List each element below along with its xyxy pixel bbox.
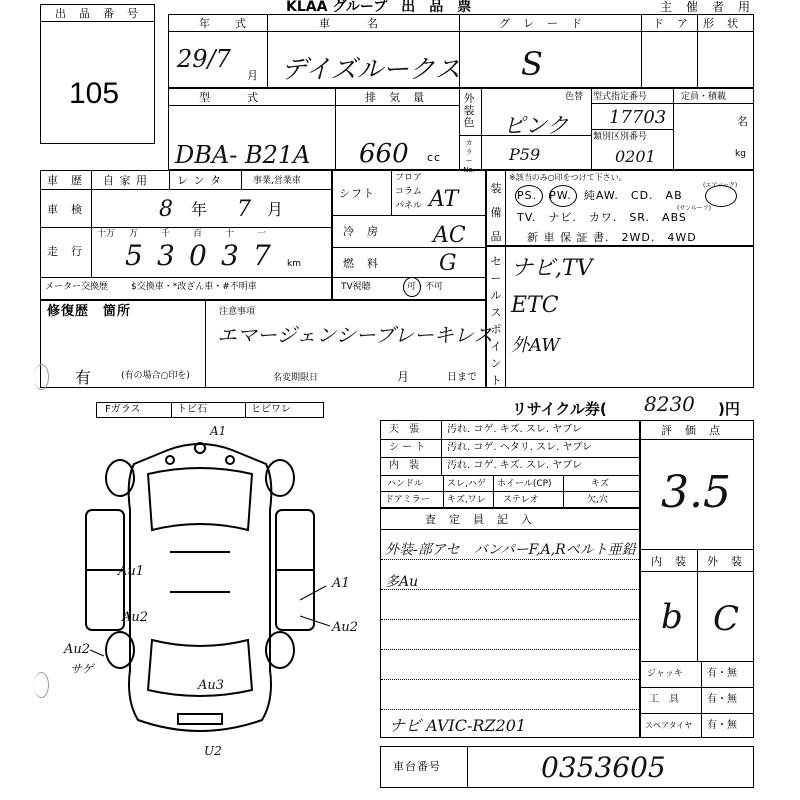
inspector-notes-box xyxy=(380,508,640,738)
condition-ceiling-label: 天 張 xyxy=(389,424,419,435)
recycle-label: リサイクル券( xyxy=(512,400,607,418)
diagram-mark-left-door: Au1 xyxy=(118,564,145,579)
chassis-label: 車台番号 xyxy=(393,760,441,773)
exterior-score-value: C xyxy=(713,599,740,639)
specs-box xyxy=(332,170,486,300)
equipment-box xyxy=(486,170,754,246)
score-box xyxy=(640,420,754,738)
glass-box xyxy=(96,402,324,418)
color-value: ピンク xyxy=(503,114,569,139)
shift-label: シフト xyxy=(339,187,375,200)
history-label: 車 歴 xyxy=(47,174,83,187)
diagram-mark-sag: サゲ xyxy=(70,662,94,676)
lot-number: 105 xyxy=(69,77,120,110)
class-no-value: 0201 xyxy=(615,147,656,166)
mileage-unit-km: km xyxy=(287,259,301,269)
handle-label: ハンドル xyxy=(387,479,424,489)
score-label: 評 価 点 xyxy=(661,424,721,437)
fuel-value: G xyxy=(439,251,457,276)
name-change-label: 名変期限日 xyxy=(273,373,319,383)
spare-tire-options[interactable]: 有・無 xyxy=(707,720,737,731)
repair-box xyxy=(40,300,494,388)
displacement-value: 660 xyxy=(359,139,409,169)
capacity-label: 定員・積載 xyxy=(681,92,727,102)
month-unit: 月 xyxy=(247,69,259,82)
mileage-digit-1: 7 xyxy=(253,239,271,272)
equipment-airbag-note: (エアバック) xyxy=(703,182,738,189)
condition-seat-label: シ ー ト xyxy=(389,442,426,453)
inspection-year: 8 xyxy=(159,197,173,222)
history-rental[interactable]: レ ン タ xyxy=(177,174,222,187)
inspection-month: 7 xyxy=(237,197,251,222)
type-no-label: 型式指定番号 xyxy=(593,92,648,102)
tv-view-label: TV視聴 xyxy=(341,282,371,292)
sales-points-box xyxy=(486,246,754,388)
sales-point-2: ETC xyxy=(511,293,559,318)
punch-hole-bottom xyxy=(34,672,49,698)
shift-value: AT xyxy=(429,187,459,212)
sales-point-1: ナビ,TV xyxy=(511,256,593,281)
lot-number-box xyxy=(40,4,155,144)
mileage-unit-10: 十 xyxy=(225,229,235,239)
equipment-sunroof-note: (サンルーフ) xyxy=(677,205,711,212)
color-code-value: P59 xyxy=(509,145,541,164)
diagram-mark-rear: Au3 xyxy=(198,678,225,693)
ps-circle-mark xyxy=(515,185,543,207)
mileage-unit-100k: 十万 xyxy=(97,229,116,239)
year-label: 年 式 xyxy=(199,17,247,30)
form-title: KLAA グループ 出 品 票 xyxy=(286,0,472,15)
repair-history-value: 有 xyxy=(75,368,92,387)
model-label: 型 式 xyxy=(199,91,259,104)
inspector-line-1: 外装-部アセ バンパーF,A,Rベルト亜鉛 xyxy=(385,542,636,558)
type-no-value: 17703 xyxy=(609,107,667,128)
shape-label: 形 状 xyxy=(703,17,739,30)
handle-scratch[interactable]: スレ,ハゲ xyxy=(447,479,486,489)
recycle-unit: )円 xyxy=(718,400,740,418)
diagram-mark-left-rear: Au2 xyxy=(122,610,149,625)
exterior-score-label: 外 装 xyxy=(707,555,743,568)
capacity-people-unit: 名 xyxy=(737,115,749,128)
punch-hole-top xyxy=(34,364,49,390)
vehicle-row-2 xyxy=(168,88,754,174)
mileage-digits xyxy=(93,229,283,275)
history-private[interactable]: 自 家 用 xyxy=(103,174,148,187)
wheel-cp[interactable]: ホイール(CP) xyxy=(497,479,552,489)
class-no-label: 類別区別番号 xyxy=(593,132,648,142)
grade-label: グ レ ー ド xyxy=(499,17,583,30)
glass-crack[interactable]: ヒビワレ xyxy=(251,404,291,415)
exterior-color-label: 外装色 xyxy=(463,92,475,129)
inspection-month-unit: 月 xyxy=(267,200,285,219)
diagram-mark-rear-bumper: U2 xyxy=(204,744,222,758)
jack-label: ジャッキ xyxy=(647,669,683,679)
inspector-line-7: ナビ AVIC-RZ201 xyxy=(389,716,527,735)
interior-score-value: b xyxy=(661,597,683,637)
ac-value: AC xyxy=(433,223,466,248)
inspection-year-unit: 年 xyxy=(191,200,209,219)
ac-label: 冷 房 xyxy=(343,225,379,238)
glass-front[interactable]: Fガラス xyxy=(105,404,141,415)
organizer-label: 主 催 者 用 xyxy=(660,0,752,14)
pw-circle-mark xyxy=(549,185,577,207)
tv-view-circle-mark xyxy=(403,277,421,297)
condition-interior-label: 内 装 xyxy=(389,460,419,471)
inspection-label: 車 検 xyxy=(47,203,83,216)
caution-value: エマージェンシーブレーキレス xyxy=(217,323,494,347)
mileage-digit-100: 0 xyxy=(189,239,207,272)
sales-point-3: 外AW xyxy=(511,335,560,356)
chassis-box xyxy=(380,746,754,788)
fuel-label: 燃 料 xyxy=(343,257,379,270)
mileage-unit-1: 一 xyxy=(257,229,267,239)
repair-history-note: (有の場合○印を) xyxy=(121,371,190,381)
tv-view-options[interactable]: 可・不可 xyxy=(407,282,444,292)
vehicle-row-1 xyxy=(168,14,754,88)
condition-ceiling-items[interactable]: 汚れ. コゲ. キズ. スレ. ヤブレ xyxy=(447,424,582,435)
color-change-label: 色替 xyxy=(565,92,584,102)
mileage-unit-1k: 千 xyxy=(161,229,171,239)
glass-chip[interactable]: トビ石 xyxy=(177,404,207,415)
car-damage-diagram xyxy=(30,420,375,760)
door-label: ド ア xyxy=(653,17,689,30)
mileage-digit-1k: 3 xyxy=(157,239,175,272)
diagram-mark-right-door: A1 xyxy=(332,576,350,591)
stereo-label[interactable]: ステレオ xyxy=(503,495,539,505)
tools-options[interactable]: 有・無 xyxy=(707,694,737,705)
displacement-unit: cc xyxy=(427,151,442,164)
interior-condition-table xyxy=(380,420,640,508)
repair-history-label: 修復歴 箇所 xyxy=(47,304,132,319)
condition-seat-items[interactable]: 汚れ. コゲ. ヘタリ. スレ. ヤブレ xyxy=(447,442,593,453)
meter-exchange-options[interactable]: $交換車・*改ざん車・#不明車 xyxy=(131,282,257,292)
mileage-digit-10k: 5 xyxy=(125,239,143,272)
model-value: DBA- B21A xyxy=(175,141,311,169)
tools-label: 工 具 xyxy=(649,694,679,705)
inspector-label: 査 定 員 記 入 xyxy=(425,513,533,526)
equipment-note: ※該当のみ○印をつけて下さい。 xyxy=(509,173,627,182)
shift-column[interactable]: コラム xyxy=(395,187,422,197)
car-name-value: デイズルークス xyxy=(281,55,461,85)
meter-exchange-label: メーター交換歴 xyxy=(45,282,109,292)
ab-circle-mark xyxy=(705,185,737,207)
grade-value: S xyxy=(521,45,543,83)
stereo-missing[interactable]: 欠,穴 xyxy=(587,495,608,505)
equipment-line-2[interactable]: TV. ナビ. カワ. SR. ABS xyxy=(517,211,687,224)
score-value: 3.5 xyxy=(661,467,731,518)
equipment-label: 装備品 xyxy=(490,182,502,243)
color-no-label: カラーNo. xyxy=(463,139,475,174)
diagram-mark-right-rear: Au2 xyxy=(332,620,359,635)
mirror-damage[interactable]: キズ,ワレ xyxy=(447,495,486,505)
mileage-label: 走 行 xyxy=(47,245,83,258)
equipment-line-3[interactable]: 新 車 保 証 書. 2WD. 4WD xyxy=(527,231,697,244)
caution-label: 注意事項 xyxy=(219,307,256,317)
jack-options[interactable]: 有・無 xyxy=(707,668,737,679)
equipment-line-1[interactable]: PS. PW. 純AW. CD. AB xyxy=(517,189,683,202)
history-business[interactable]: 事業,営業車 xyxy=(253,176,301,186)
lot-number-label: 出 品 番 号 xyxy=(55,7,139,20)
car-name-label: 車 名 xyxy=(319,17,379,30)
diagram-mark-front: A1 xyxy=(210,424,227,438)
deadline-month-unit: 月 xyxy=(397,370,411,384)
shift-panel[interactable]: パネル xyxy=(395,201,423,211)
door-mirror-label: ドアミラー xyxy=(385,495,430,505)
year-value: 29/7 xyxy=(177,45,231,73)
capacity-kg-unit: kg xyxy=(735,149,746,159)
condition-interior-items[interactable]: 汚れ. コゲ. キズ. スレ. ヤブレ xyxy=(447,460,582,471)
mileage-digit-10: 3 xyxy=(221,239,239,272)
wheel-scratch[interactable]: キズ xyxy=(591,479,609,489)
deadline-day-unit: 日まで xyxy=(447,372,477,383)
recycle-value: 8230 xyxy=(644,392,695,416)
history-box xyxy=(40,170,332,300)
inspector-line-2: 多Au xyxy=(385,574,419,590)
sales-points-label: セールスポイント xyxy=(490,255,502,387)
displacement-label: 排 気 量 xyxy=(365,91,425,104)
interior-score-label: 内 装 xyxy=(651,555,687,568)
spare-tire-label: スペアタイヤ xyxy=(645,721,693,730)
diagram-mark-left-quarter: Au2 xyxy=(64,642,91,657)
chassis-value: 0353605 xyxy=(541,751,666,784)
mileage-unit-10k: 万 xyxy=(129,229,139,239)
mileage-unit-100: 百 xyxy=(193,229,203,239)
shift-floor[interactable]: フロア xyxy=(395,173,423,183)
